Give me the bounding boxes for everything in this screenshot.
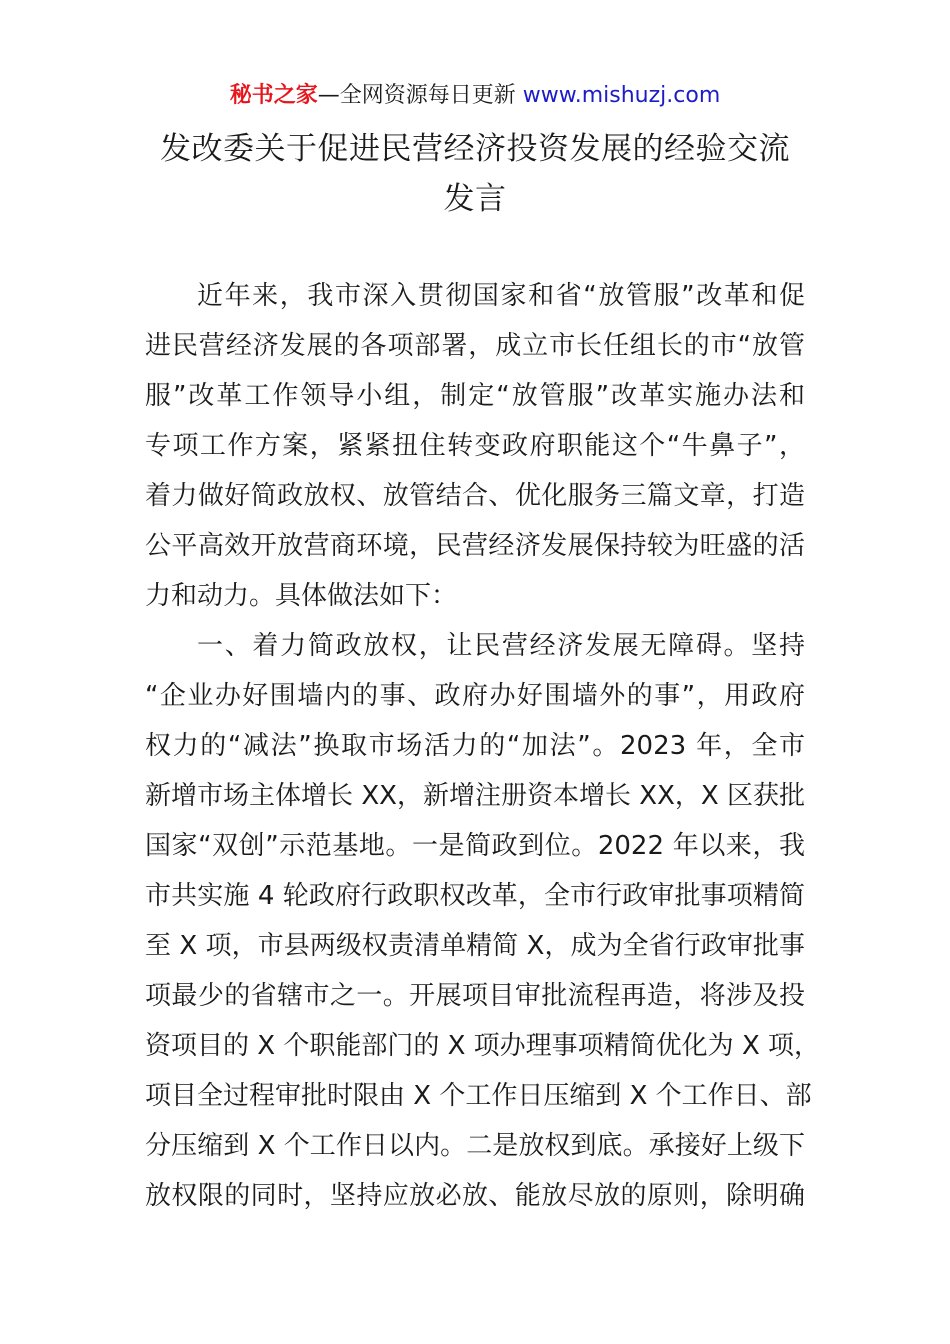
body-line: 至 X 项，市县两级权责清单精简 X，成为全省行政审批事 — [145, 931, 805, 961]
body-line: 服”改革工作领导小组，制定“放管服”改革实施办法和 — [145, 381, 805, 411]
body-line: 公平高效开放营商环境，民营经济发展保持较为旺盛的活 — [145, 531, 805, 561]
body-line: 资项目的 X 个职能部门的 X 项办理事项精简优化为 X 项， — [145, 1031, 821, 1061]
brand-name: 秘书之家 — [229, 83, 318, 108]
title-line: 发言 — [443, 181, 507, 217]
body-line: 新增市场主体增长 XX，新增注册资本增长 XX，X 区获批 — [145, 781, 805, 811]
body-line: 专项工作方案，紧紧扭住转变政府职能这个“牛鼻子”， — [145, 431, 805, 461]
document-body — [145, 271, 821, 1221]
body-line: 项目全过程审批时限由 X 个工作日压缩到 X 个工作日、部 — [145, 1081, 812, 1111]
header-tagline: —全网资源每日更新 — [317, 83, 523, 108]
body-line: 项最少的省辖市之一。开展项目审批流程再造，将涉及投 — [145, 981, 805, 1011]
title-line: 发改委关于促进民营经济投资发展的经验交流 — [160, 131, 790, 167]
document-title — [145, 124, 805, 224]
site-header — [0, 80, 950, 112]
body-line: 一、着力简政放权，让民营经济发展无障碍。坚持 — [197, 631, 805, 661]
site-url-link[interactable]: www.mishuzj.com — [522, 83, 721, 108]
body-line: 国家“双创”示范基地。一是简政到位。2022 年以来，我 — [145, 831, 805, 861]
body-line: 放权限的同时，坚持应放必放、能放尽放的原则，除明确 — [145, 1181, 805, 1211]
body-line: 进民营经济发展的各项部署，成立市长任组长的市“放管 — [145, 331, 805, 361]
body-line: 力和动力。具体做法如下： — [145, 581, 458, 611]
body-line: “企业办好围墙内的事、政府办好围墙外的事”，用政府 — [145, 681, 805, 711]
body-line: 近年来，我市深入贯彻国家和省“放管服”改革和促 — [197, 281, 805, 311]
body-line: 着力做好简政放权、放管结合、优化服务三篇文章，打造 — [145, 481, 805, 511]
body-line: 分压缩到 X 个工作日以内。二是放权到底。承接好上级下 — [145, 1131, 805, 1161]
body-line: 市共实施 4 轮政府行政职权改革，全市行政审批事项精简 — [145, 881, 805, 911]
body-line: 权力的“减法”换取市场活力的“加法”。2023 年，全市 — [145, 731, 805, 761]
